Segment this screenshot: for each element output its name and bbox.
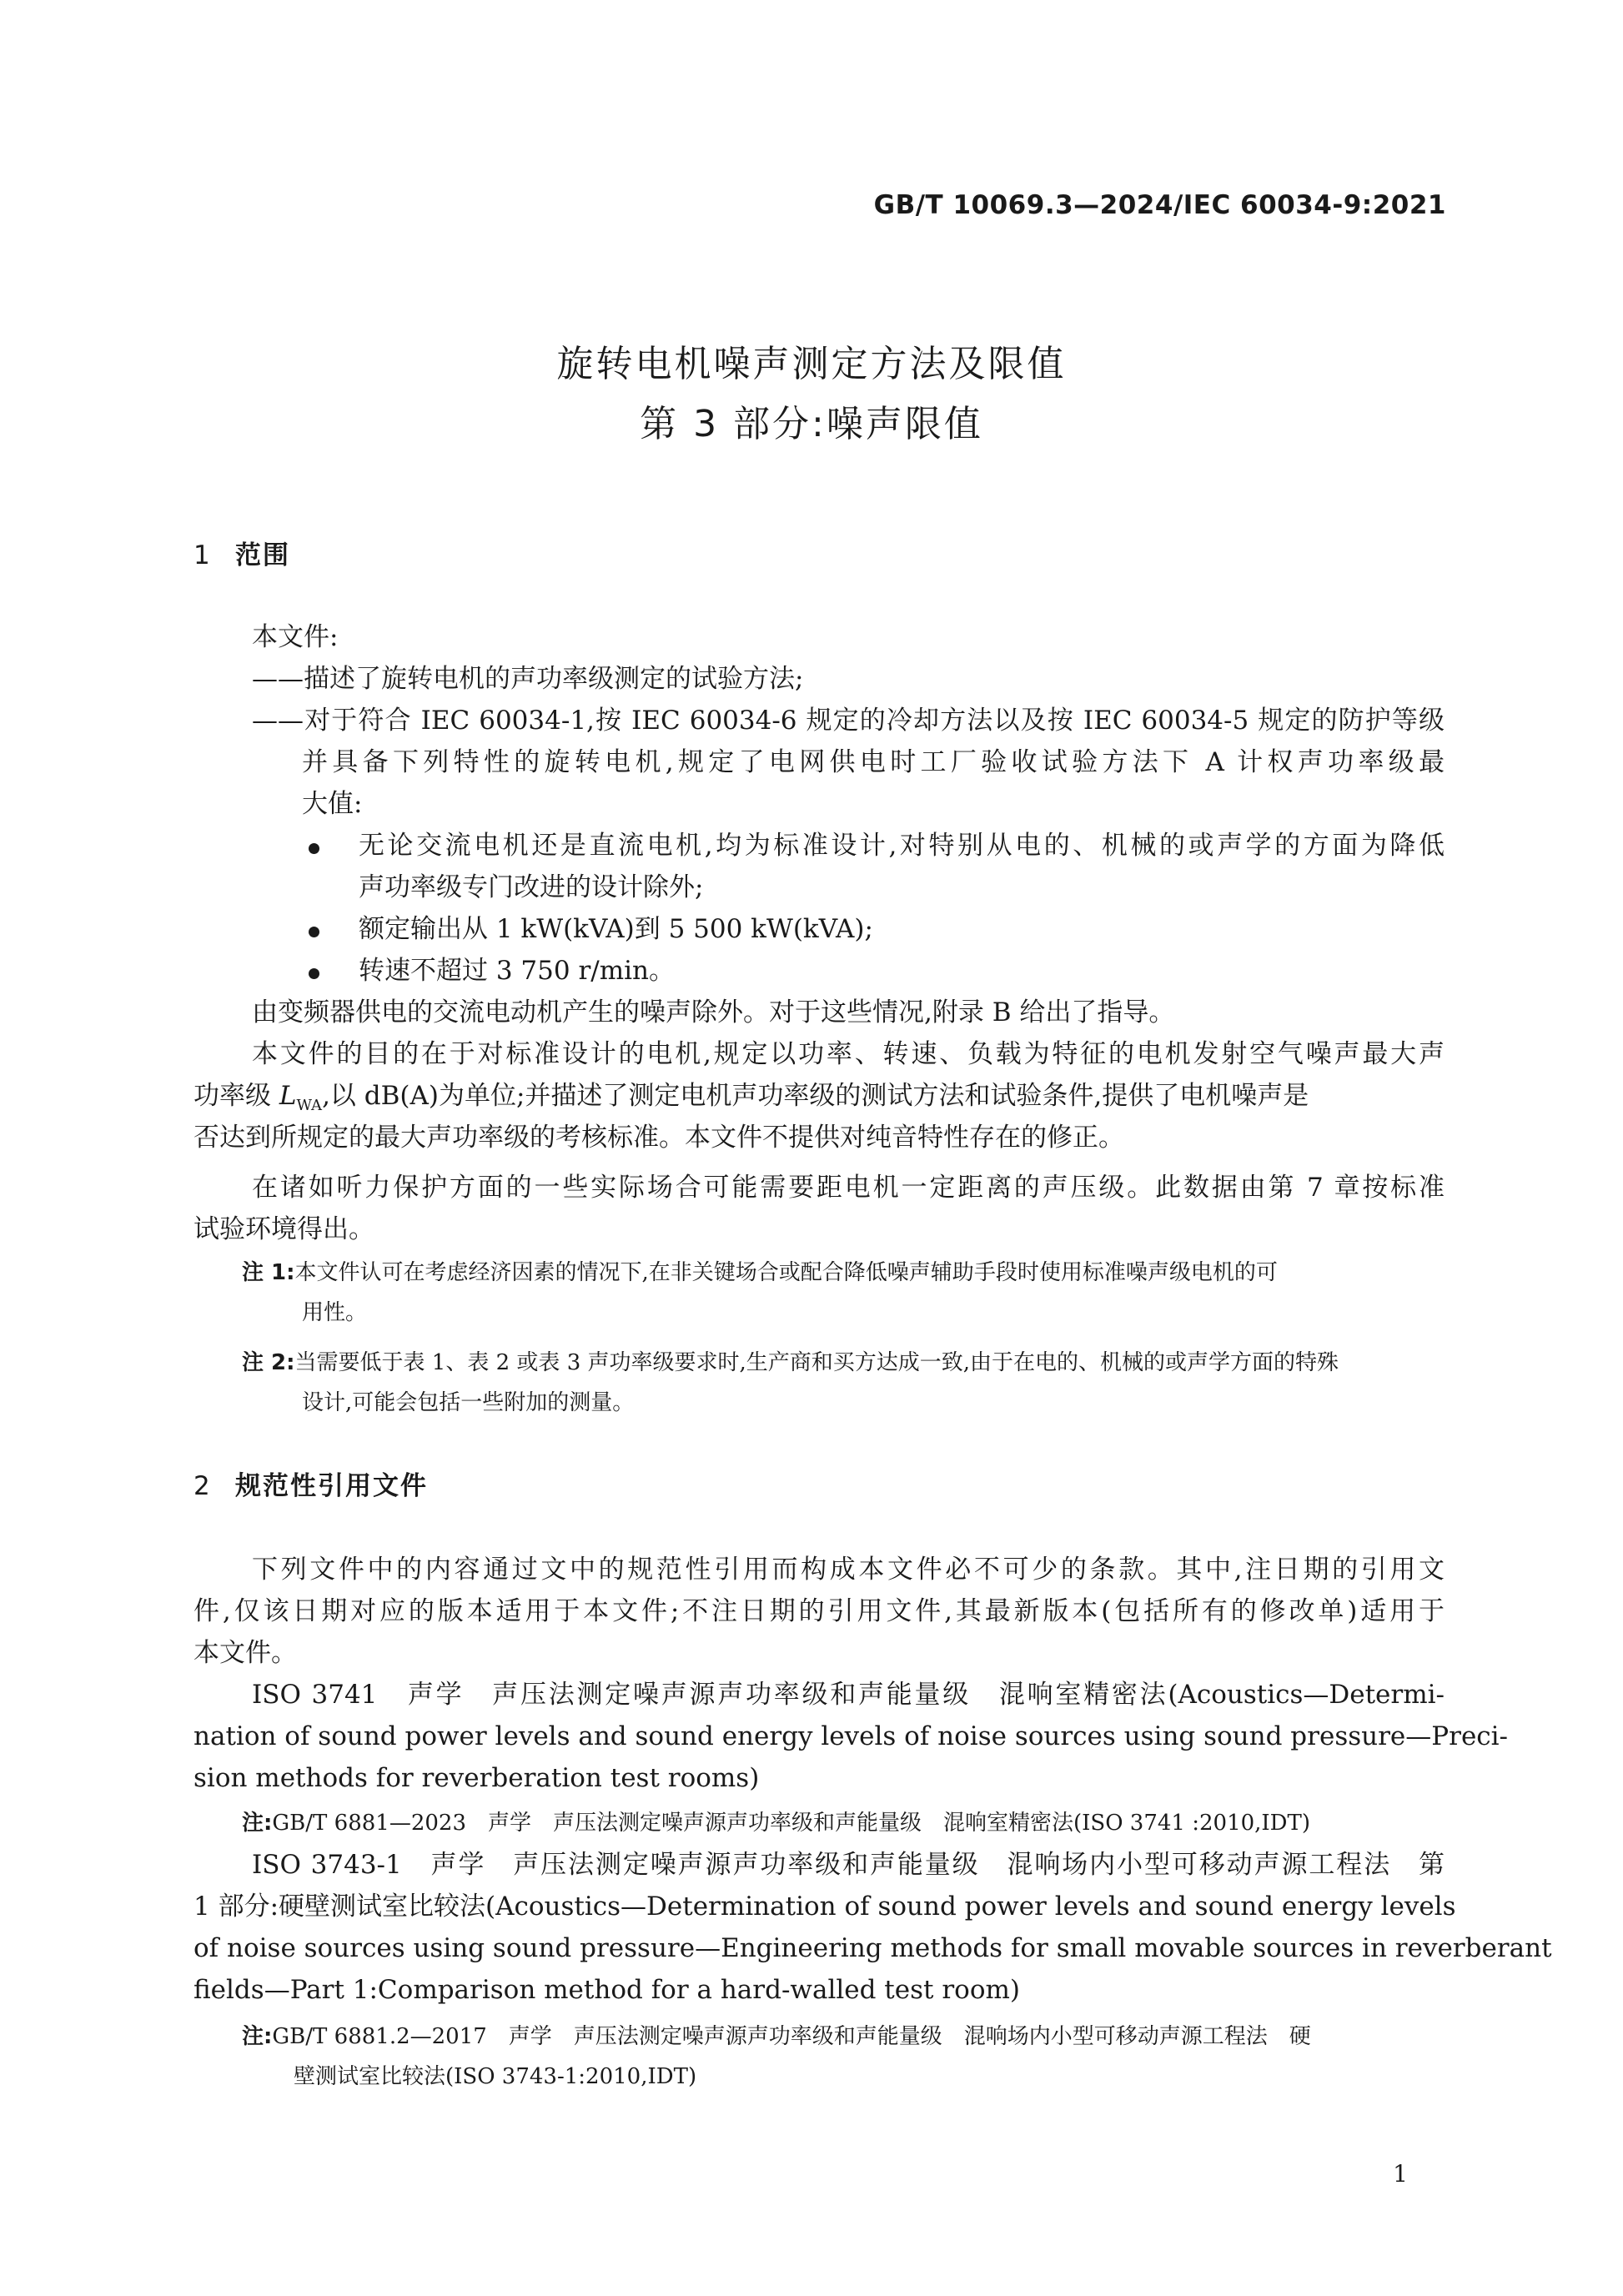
symbol-L: L bbox=[279, 1081, 297, 1111]
note-1-line1 bbox=[242, 1258, 1278, 1288]
symbol-subscript: WA bbox=[296, 1097, 323, 1115]
note-2-line1 bbox=[242, 1348, 1339, 1378]
scope-dash-item-1: ——描述了旋转电机的声功率级测定的试验方法; bbox=[252, 664, 804, 694]
bullet-icon bbox=[309, 968, 319, 979]
section-2-heading bbox=[193, 1465, 428, 1502]
scope-paragraph-2-line3: 否达到所规定的最大声功率级的考核标准。本文件不提供对纯音特性存在的修正。 bbox=[193, 1123, 1124, 1153]
scope-bullet-3: 转速不超过 3 750 r/min。 bbox=[359, 956, 675, 986]
reference-iso3741-line3: sion methods for reverberation test rooms) bbox=[193, 1763, 760, 1793]
reference-note-label: 注: bbox=[242, 2024, 273, 2049]
reference-iso3743-line2: 1 部分:硬壁测试室比较法(Acoustics—Determination of sound power levels and sound energy levels bbox=[193, 1892, 1456, 1922]
scope-dash-item-2-line2: 并具备下列特性的旋转电机,规定了电网供电时工厂验收试验方法下 A 计权声功率级最 bbox=[302, 747, 1445, 777]
scope-paragraph-2-line2 bbox=[193, 1079, 1309, 1123]
page-number: 1 bbox=[1393, 2160, 1408, 2188]
note-1-text: 本文件认可在考虑经济因素的情况下,在非关键场合或配合降低噪声辅助手段时使用标准噪声级电机的可 bbox=[294, 1260, 1278, 1285]
text-run: 功率级 bbox=[193, 1081, 279, 1111]
reference-iso3741-line2: nation of sound power levels and sound energy levels of noise sources using sound pressure—Preci- bbox=[193, 1721, 1509, 1751]
reference-note-text: GB/T 6881—2023 声学 声压法测定噪声源声功率级和声能量级 混响室精密法(ISO 3741 :2010,IDT) bbox=[272, 1811, 1311, 1836]
reference-iso3743-line4: fields—Part 1:Comparison method for a hard-walled test room) bbox=[193, 1975, 1020, 2005]
text-run: ,以 dB(A)为单位;并描述了测定电机声功率级的测试方法和试验条件,提供了电机噪声是 bbox=[322, 1081, 1309, 1111]
scope-bullet-1-line2: 声功率级专门改进的设计除外; bbox=[359, 872, 704, 902]
scope-paragraph-1: 由变频器供电的交流电动机产生的噪声除外。对于这些情况,附录 B 给出了指导。 bbox=[252, 997, 1175, 1027]
section-1-title: 范围 bbox=[235, 540, 290, 570]
refs-paragraph-line3: 本文件。 bbox=[193, 1638, 297, 1668]
document-title-line2: 第 3 部分:噪声限值 bbox=[640, 403, 983, 445]
reference-iso3743-note-line2: 壁测试室比较法(ISO 3743-1:2010,IDT) bbox=[294, 2064, 697, 2089]
note-2-label: 注 2: bbox=[242, 1350, 295, 1375]
reference-iso3741-line1: ISO 3741 声学 声压法测定噪声源声功率级和声能量级 混响室精密法(Acoustics—Determi- bbox=[252, 1680, 1445, 1710]
section-2-title: 规范性引用文件 bbox=[235, 1471, 428, 1501]
reference-iso3743-note-line1 bbox=[242, 2022, 1311, 2052]
scope-paragraph-2-line1: 本文件的目的在于对标准设计的电机,规定以功率、转速、负载为特征的电机发射空气噪声最大声 bbox=[252, 1039, 1445, 1069]
section-2-number: 2 bbox=[193, 1471, 212, 1501]
note-2-line2: 设计,可能会包括一些附加的测量。 bbox=[302, 1390, 635, 1415]
standard-code: GB/T 10069.3—2024/IEC 60034-9:2021 bbox=[873, 190, 1446, 220]
scope-paragraph-3-line1: 在诸如听力保护方面的一些实际场合可能需要距电机一定距离的声压级。此数据由第 7 章按标准 bbox=[252, 1173, 1445, 1203]
scope-intro: 本文件: bbox=[252, 622, 339, 652]
note-2-text: 当需要低于表 1、表 2 或表 3 声功率级要求时,生产商和买方达成一致,由于在电的、机械的或声学方面的特殊 bbox=[294, 1350, 1339, 1375]
refs-paragraph-line1: 下列文件中的内容通过文中的规范性引用而构成本文件必不可少的条款。其中,注日期的引用文 bbox=[252, 1555, 1445, 1585]
scope-bullet-1-line1: 无论交流电机还是直流电机,均为标准设计,对特别从电的、机械的或声学的方面为降低 bbox=[359, 831, 1445, 861]
section-1-number: 1 bbox=[193, 540, 212, 570]
scope-bullet-2: 额定输出从 1 kW(kVA)到 5 500 kW(kVA); bbox=[359, 914, 873, 944]
scope-dash-item-2-line3: 大值: bbox=[302, 789, 363, 819]
scope-dash-item-2-line1: ——对于符合 IEC 60034-1,按 IEC 60034-6 规定的冷却方法以及按 IEC 60034-5 规定的防护等级 bbox=[252, 706, 1445, 736]
note-1-label: 注 1: bbox=[242, 1260, 295, 1285]
document-title-line1: 旋转电机噪声测定方法及限值 bbox=[556, 343, 1067, 385]
section-1-heading bbox=[193, 534, 290, 571]
note-1-line2: 用性。 bbox=[302, 1300, 368, 1325]
bullet-icon bbox=[309, 927, 319, 937]
scope-paragraph-3-line2: 试验环境得出。 bbox=[193, 1214, 374, 1244]
bullet-icon bbox=[309, 843, 319, 854]
refs-paragraph-line2: 件,仅该日期对应的版本适用于本文件;不注日期的引用文件,其最新版本(包括所有的修改单)适用于 bbox=[193, 1596, 1445, 1626]
reference-iso3741-note bbox=[242, 1808, 1310, 1838]
reference-iso3743-line3: of noise sources using sound pressure—Engineering methods for small movable sources in reverberant bbox=[193, 1933, 1552, 1963]
reference-note-label: 注: bbox=[242, 1811, 273, 1836]
reference-iso3743-line1: ISO 3743-1 声学 声压法测定噪声源声功率级和声能量级 混响场内小型可移动声源工程法 第 bbox=[252, 1850, 1445, 1880]
reference-note-text: GB/T 6881.2—2017 声学 声压法测定噪声源声功率级和声能量级 混响场内小型可移动声源工程法 硬 bbox=[272, 2024, 1311, 2049]
